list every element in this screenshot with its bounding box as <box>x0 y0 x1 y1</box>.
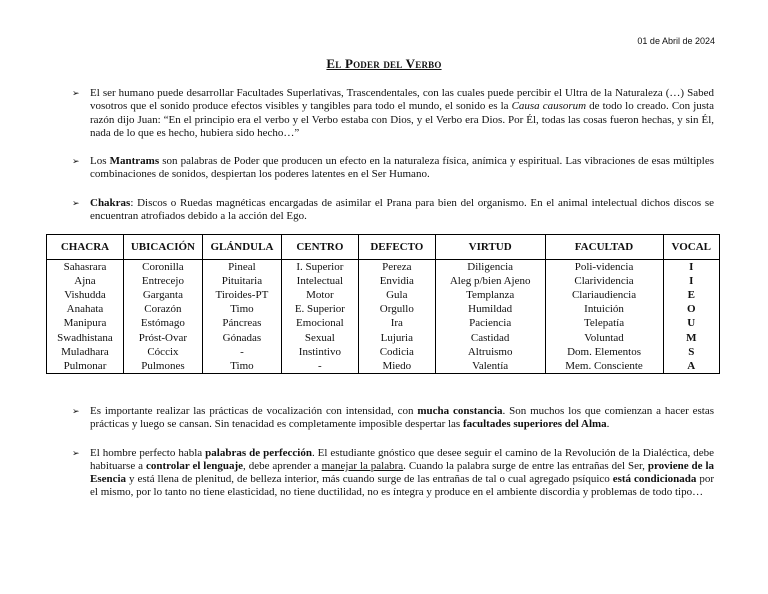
table-cell: - <box>202 345 281 359</box>
column-header: DEFECTO <box>358 235 435 260</box>
column-header: FACULTAD <box>545 235 663 260</box>
table-cell: Envidia <box>358 274 435 288</box>
text-run: . El estudiante gnóstico que desee seguir el camino de la Revolución de la Dialéctica, debe habituarse a <box>90 446 714 472</box>
table-cell: Lujuria <box>358 330 435 344</box>
document-title: El Poder del Verbo <box>326 56 442 71</box>
table-cell: Instintivo <box>281 345 358 359</box>
table-cell: Entrecejo <box>123 274 202 288</box>
table-cell: Gula <box>358 288 435 302</box>
table-cell: Telepatía <box>545 316 663 330</box>
table-cell: Estómago <box>123 316 202 330</box>
table-row <box>47 345 720 359</box>
bullet-paragraph <box>72 155 714 182</box>
text-run: por el mismo, por lo tanto no tiene elasticidad, no tiene ductilidad, no es íntegra y produce en el ambiente discordia y problemas de todo tipo… <box>90 473 714 499</box>
intro-bullets <box>72 87 714 223</box>
closing-bullets <box>72 405 714 500</box>
text-run: Mantrams <box>109 155 160 168</box>
text-run: . Son muchos los que comienzan a hacer estas prácticas y luego se cansan. Sin tenacidad es completamente imposible despertar las <box>90 405 714 431</box>
chakra-table <box>46 234 720 374</box>
arrow-bullet-icon: ➢ <box>72 406 80 416</box>
column-header: CENTRO <box>281 235 358 260</box>
table-cell: Ira <box>358 316 435 330</box>
column-header: UBICACIÓN <box>123 235 202 260</box>
table-cell: Diligencia <box>435 260 545 275</box>
table-cell: Castidad <box>435 330 545 344</box>
table-cell: Muladhara <box>47 345 124 359</box>
text-run: : Discos o Ruedas magnéticas encargadas de asimilar el Prana para bien del organismo. En el animal intelectual dichos discos se encuentran atrofiados debido a la acción del Ego. <box>90 196 714 223</box>
table-cell: Garganta <box>123 288 202 302</box>
table-cell: Paciencia <box>435 316 545 330</box>
table-cell: Swadhistana <box>47 330 124 344</box>
table-cell: E. Superior <box>281 302 358 316</box>
table-cell: Humildad <box>435 302 545 316</box>
table-cell: E <box>663 288 719 302</box>
text-run: , debe aprender a <box>243 459 322 472</box>
table-cell: Timo <box>202 302 281 316</box>
table-cell: Próst-Ovar <box>123 330 202 344</box>
table-cell: Pulmones <box>123 359 202 374</box>
arrow-bullet-icon: ➢ <box>72 88 80 98</box>
text-run: Chakras <box>90 196 131 209</box>
column-header: CHACRA <box>47 235 124 260</box>
table-cell: Dom. Elementos <box>545 345 663 359</box>
table-row <box>47 274 720 288</box>
table-cell: Emocional <box>281 316 358 330</box>
column-header: GLÁNDULA <box>202 235 281 260</box>
text-run: mucha constancia <box>417 405 503 417</box>
table-cell: Intelectual <box>281 274 358 288</box>
table-cell: Altruismo <box>435 345 545 359</box>
table-cell: S <box>663 345 719 359</box>
table-cell: Pituitaria <box>202 274 281 288</box>
table-cell: Intuición <box>545 302 663 316</box>
bullet-paragraph <box>72 197 714 224</box>
table-cell: Cóccix <box>123 345 202 359</box>
bullet-paragraph <box>72 405 714 432</box>
text-run: palabras de perfección <box>205 446 312 459</box>
table-cell: I <box>663 274 719 288</box>
text-run: está condicionada <box>612 473 697 486</box>
text-run: . <box>606 418 610 431</box>
table-cell: Valentía <box>435 359 545 374</box>
text-run: son palabras de Poder que producen un efecto en la naturaleza física, anímica y espiritual. Las vibraciones de esas múltiples combinaciones de sonidos, despiertan los poderes latentes en el Ser Humano. <box>90 155 715 181</box>
table-cell: Anahata <box>47 302 124 316</box>
table-cell: U <box>663 316 719 330</box>
table-header-row <box>47 235 720 260</box>
table-cell: Sexual <box>281 330 358 344</box>
text-run: El hombre perfecto habla <box>90 446 206 459</box>
table-cell: Aleg p/bien Ajeno <box>435 274 545 288</box>
document-date: 01 de Abril de 2024 <box>637 36 715 46</box>
table-cell: Vishudda <box>47 288 124 302</box>
text-run: y está llena de plenitud, de belleza interior, más cuando surge de las entrañas de tal o cual agregado psíquico <box>126 473 613 486</box>
table-cell: Mem. Consciente <box>545 359 663 374</box>
arrow-bullet-icon: ➢ <box>72 156 80 167</box>
table-row <box>47 359 720 374</box>
table-cell: Coronilla <box>123 260 202 275</box>
table-body <box>47 260 720 374</box>
table-cell: - <box>281 359 358 374</box>
arrow-bullet-icon: ➢ <box>72 197 80 208</box>
text-run: de todo lo creado. Con justa razón dijo Juan: “En el principio era el verbo y el Verbo estaba con Dios, y el Verbo era Dios. Por Él, todas las cosas fueron hechas, y sin Él, nada de lo que es hecho, hubiera sido hecho…” <box>90 100 714 139</box>
table-cell: Manipura <box>47 316 124 330</box>
text-run: Los <box>90 155 110 168</box>
table-cell: Codicia <box>358 345 435 359</box>
table-cell: Templanza <box>435 288 545 302</box>
table-cell: Voluntad <box>545 330 663 344</box>
table-cell: Pulmonar <box>47 359 124 374</box>
table-cell: Orgullo <box>358 302 435 316</box>
table-row <box>47 316 720 330</box>
table-cell: Sahasrara <box>47 260 124 275</box>
column-header: VIRTUD <box>435 235 545 260</box>
table-cell: Corazón <box>123 302 202 316</box>
table-cell: O <box>663 302 719 316</box>
bullet-paragraph <box>72 447 714 500</box>
table-cell: Pineal <box>202 260 281 275</box>
arrow-bullet-icon: ➢ <box>72 447 80 458</box>
table-cell: Clariaudiencia <box>545 288 663 302</box>
table-cell: Ajna <box>47 274 124 288</box>
column-header: VOCAL <box>663 235 719 260</box>
table-row <box>47 260 720 275</box>
bullet-paragraph <box>72 87 714 140</box>
table-cell: A <box>663 359 719 374</box>
table-cell: Pereza <box>358 260 435 275</box>
text-run: Causa causorum <box>511 100 587 113</box>
table-cell: Miedo <box>358 359 435 374</box>
table-cell: Motor <box>281 288 358 302</box>
table-cell: I. Superior <box>281 260 358 275</box>
text-run: El ser humano puede desarrollar Facultades Superlativas, Trascendentales, con las cuales puede percibir el Ultra de la Naturaleza (…) Sabed vosotros que el sonido produce efectos visibles y tangibles para todo el mundo, el sonido es la <box>90 87 714 113</box>
table-cell: Clarividencia <box>545 274 663 288</box>
table-cell: Timo <box>202 359 281 374</box>
table-cell: Páncreas <box>202 316 281 330</box>
table-row <box>47 302 720 316</box>
text-run: controlar el lenguaje <box>145 459 244 472</box>
table-cell: Tiroides-PT <box>202 288 281 302</box>
text-run: . Cuando la palabra surge de entre las entrañas del Ser, <box>403 459 648 472</box>
table-cell: M <box>663 330 719 344</box>
table-row <box>47 288 720 302</box>
text-run: facultades superiores del Alma <box>462 418 607 431</box>
text-run: Es importante realizar las prácticas de vocalización con intensidad, con <box>90 405 418 417</box>
text-run: manejar la palabra <box>321 459 404 472</box>
text-run: proviene de la Esencia <box>90 459 714 486</box>
table-row <box>47 330 720 344</box>
table-cell: Gónadas <box>202 330 281 344</box>
table-cell: I <box>663 260 719 275</box>
table-cell: Poli-videncia <box>545 260 663 275</box>
chakra-table-container <box>46 234 720 374</box>
